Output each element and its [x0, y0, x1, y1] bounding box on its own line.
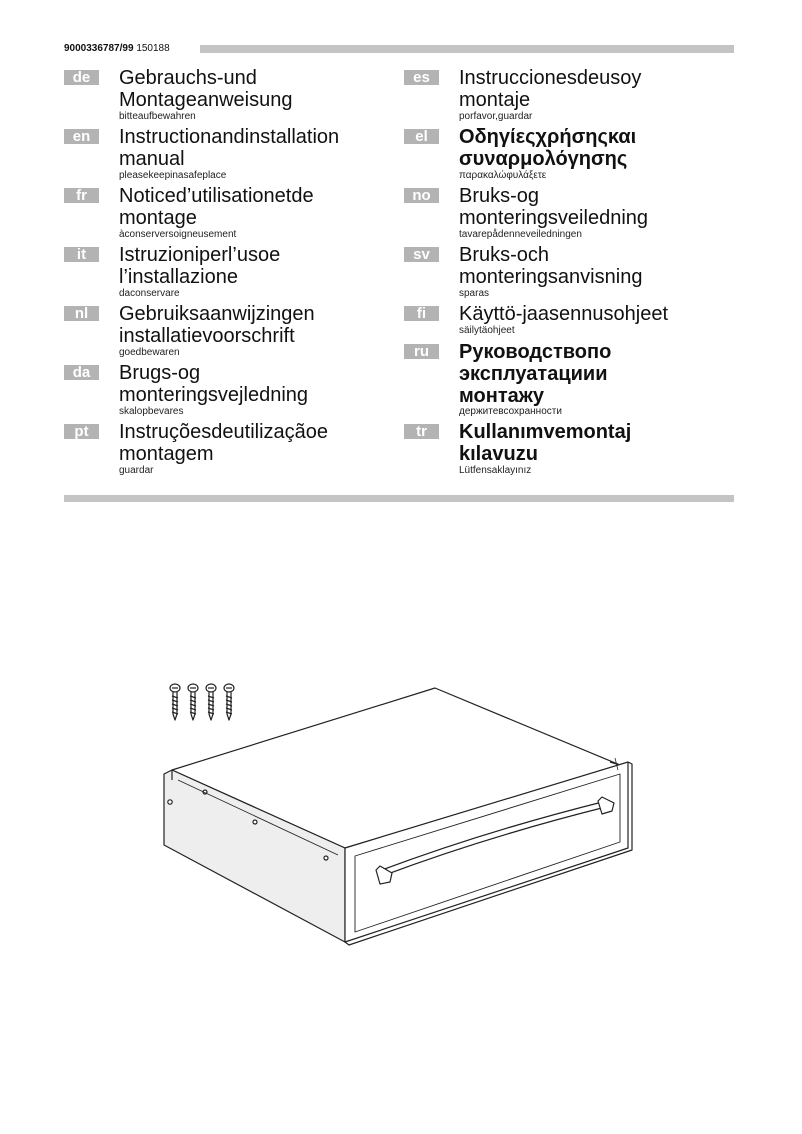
- drawer-body: [164, 688, 632, 945]
- language-subtitle: παρακαλώφυλάξετε: [459, 170, 547, 181]
- language-subtitle: àconserversoigneusement: [119, 229, 237, 240]
- language-subtitle: bitteaufbewahren: [119, 111, 196, 122]
- language-title: Käyttö-jaasennusohjeet: [459, 303, 669, 325]
- document-number: 9000336787/99: [64, 43, 134, 54]
- language-badge: it: [64, 247, 99, 262]
- language-title: Instruccionesdeusoy montaje: [459, 67, 642, 111]
- header-rule: [200, 45, 734, 53]
- language-title: Instructionandinstallation manual: [119, 126, 340, 170]
- document-header: [64, 42, 734, 56]
- language-title: Brugs-og monteringsvejledning: [119, 362, 309, 406]
- language-badge: en: [64, 129, 99, 144]
- language-badge: fi: [404, 306, 439, 321]
- language-subtitle: skalopbevares: [119, 406, 184, 417]
- language-subtitle: Lütfensaklayınız: [459, 465, 532, 476]
- language-title: Bruks-og monteringsveiledning: [459, 185, 649, 229]
- language-badge: pt: [64, 424, 99, 439]
- language-badge: ru: [404, 344, 439, 359]
- language-subtitle: daconservare: [119, 288, 180, 299]
- language-title: Gebrauchs-und Montageanweisung: [119, 67, 293, 111]
- language-badge: el: [404, 129, 439, 144]
- language-title: Bruks-och monteringsanvisning: [459, 244, 643, 288]
- document-number-line: [64, 42, 170, 56]
- language-title: Gebruiksaanwijzingen installatievoorschrift: [119, 303, 315, 347]
- section-divider-rule: [64, 495, 734, 502]
- language-subtitle: goedbewaren: [119, 347, 180, 358]
- language-subtitle: держитевсохранности: [459, 406, 562, 417]
- language-subtitle: sparas: [459, 288, 490, 299]
- language-title: Руководствопо эксплуатациии монтажу: [459, 341, 612, 407]
- screws-icon: [170, 684, 234, 720]
- language-title: Kullanımvemontaj kılavuzu: [459, 421, 632, 465]
- language-badge: nl: [64, 306, 99, 321]
- language-subtitle: porfavor,guardar: [459, 111, 533, 122]
- language-title: Istruzioniperl’usoe l’installazione: [119, 244, 281, 288]
- language-badge: de: [64, 70, 99, 85]
- language-subtitle: pleasekeepinasafeplace: [119, 170, 227, 181]
- language-subtitle: guardar: [119, 465, 154, 476]
- language-badge: sv: [404, 247, 439, 262]
- language-badge: no: [404, 188, 439, 203]
- language-title: Noticed’utilisationetde montage: [119, 185, 314, 229]
- language-badge: es: [404, 70, 439, 85]
- language-badge: fr: [64, 188, 99, 203]
- language-subtitle: säilytäohjeet: [459, 325, 515, 336]
- date-code: 150188: [136, 43, 170, 54]
- language-title: Instruçõesdeutilizaçãoe montagem: [119, 421, 329, 465]
- language-title: Οδηγίεςχρήσηςκαι συναρμολόγησης: [459, 126, 637, 170]
- language-badge: da: [64, 365, 99, 380]
- language-subtitle: tavarepådenneveiledningen: [459, 229, 582, 240]
- warming-drawer-illustration: [150, 670, 650, 970]
- language-badge: tr: [404, 424, 439, 439]
